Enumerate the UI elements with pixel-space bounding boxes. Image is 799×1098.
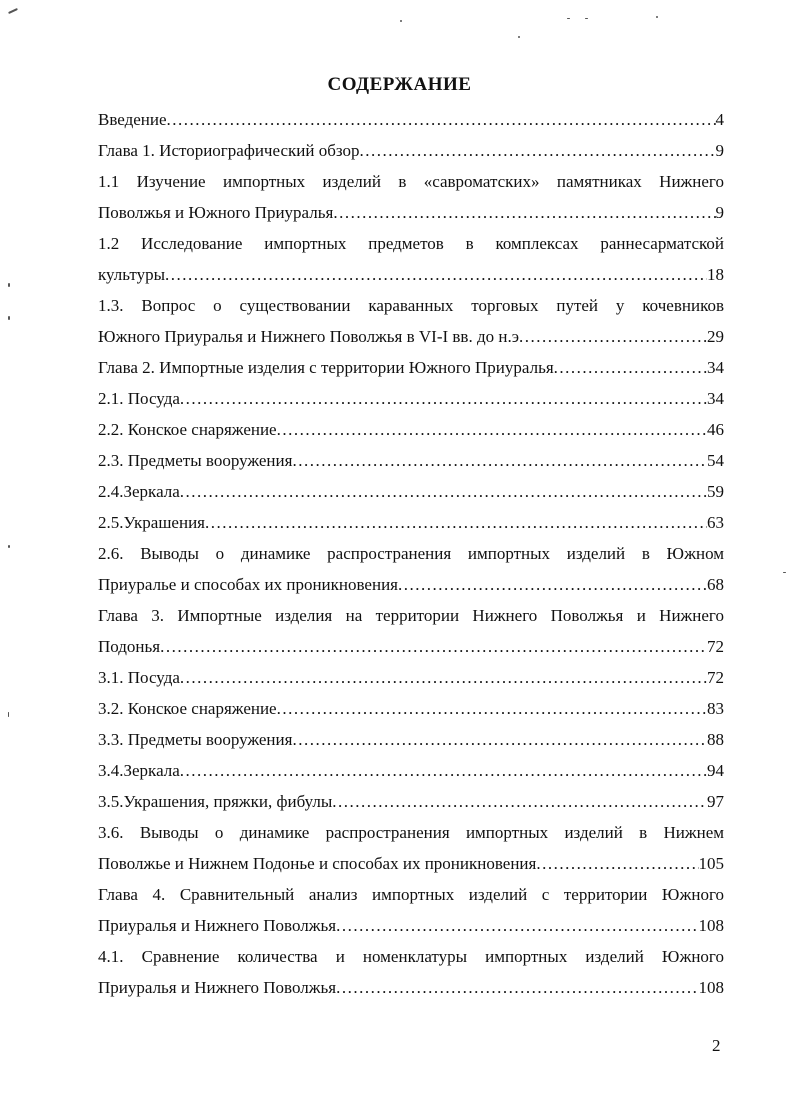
toc-entry-page: 83 [707, 699, 724, 718]
toc-entry [98, 383, 724, 414]
scan-artifact [567, 18, 570, 19]
toc-entry-page: 97 [707, 792, 724, 811]
toc-entry-page: 54 [707, 451, 724, 470]
toc-entry-line: 1.3. Вопрос о существовании караванных торговых путей у кочевников [98, 296, 724, 315]
dot-leader [277, 414, 707, 445]
toc-entry [98, 197, 724, 228]
toc-entry [98, 507, 724, 538]
dot-leader [165, 259, 707, 290]
toc-entry-title: Глава 2. Импортные изделия с территории Южного Приуралья [98, 358, 554, 377]
dot-leader [180, 383, 707, 414]
dot-leader [359, 135, 715, 166]
dot-leader [180, 755, 707, 786]
toc-entry [98, 724, 724, 755]
scan-artifact [8, 8, 18, 14]
toc-entry-page: 108 [698, 978, 724, 997]
toc-entry-title: 3.5.Украшения, пряжки, фибулы [98, 792, 333, 811]
toc-entry-line: 3.6. Выводы о динамике распространения импортных изделий в Нижнем [98, 823, 724, 842]
scan-artifact [8, 545, 10, 548]
toc-entry-title: 2.3. Предметы вооружения [98, 451, 293, 470]
toc-entry-title: 3.3. Предметы вооружения [98, 730, 293, 749]
toc-entry-page: 72 [707, 637, 724, 656]
toc-entry-title: 2.5.Украшения [98, 513, 205, 532]
toc-entry-page: 29 [707, 327, 724, 346]
page-number: 2 [712, 1036, 721, 1055]
toc-entry [98, 259, 724, 290]
scan-artifact [8, 283, 10, 287]
scan-artifact [518, 36, 520, 38]
toc-entry-title: Поволжья и Южного Приуралья [98, 203, 334, 222]
toc-entry-line: 1.1 Изучение импортных изделий в «савроматских» памятниках Нижнего [98, 172, 724, 191]
toc-entry-title: 2.1. Посуда [98, 389, 180, 408]
toc-entry-page: 59 [707, 482, 724, 501]
toc-entry-title: Введение [98, 110, 167, 129]
toc-entry-title: Приуралья и Нижнего Поволжья [98, 978, 337, 997]
scan-artifact [656, 16, 658, 18]
scan-artifact [8, 712, 9, 717]
toc-entry-page: 105 [698, 854, 724, 873]
toc-entry [98, 910, 724, 941]
dot-leader [205, 507, 707, 538]
dot-leader [277, 693, 707, 724]
toc-entry-line: 1.2 Исследование импортных предметов в комплексах раннесарматской [98, 234, 724, 253]
toc-entry-title: Приуралья и Нижнего Поволжья [98, 916, 337, 935]
toc-entry [98, 848, 724, 879]
dot-leader [292, 724, 707, 755]
scan-artifact [8, 316, 10, 320]
toc-entry [98, 414, 724, 445]
toc-entry-title: Южного Приуралья и Нижнего Поволжья в VI-I вв. до н.э [98, 327, 520, 346]
toc-entry [98, 476, 724, 507]
dot-leader [292, 445, 707, 476]
toc-entry-page: 68 [707, 575, 724, 594]
toc-entry-page: 4 [715, 110, 724, 129]
dot-leader [167, 104, 716, 135]
toc-entry [98, 631, 724, 662]
toc-entry [98, 693, 724, 724]
table-of-contents [98, 104, 724, 1003]
toc-entry [98, 786, 724, 817]
page-title: СОДЕРЖАНИЕ [327, 74, 472, 95]
toc-entry-title: 2.2. Конское снаряжение [98, 420, 277, 439]
scan-artifact [585, 18, 588, 19]
dot-leader [536, 848, 698, 879]
toc-entry [98, 569, 724, 600]
toc-entry-title: 3.4.Зеркала [98, 761, 180, 780]
dot-leader [519, 321, 707, 352]
dot-leader [336, 910, 698, 941]
toc-entry [98, 104, 724, 135]
toc-entry-line: Глава 3. Импортные изделия на территории Нижнего Поволжья и Нижнего [98, 606, 724, 625]
toc-entry [98, 321, 724, 352]
toc-entry-title: 3.1. Посуда [98, 668, 180, 687]
toc-entry [98, 972, 724, 1003]
toc-entry-title: Приуралье и способах их проникновения [98, 575, 398, 594]
toc-entry-page: 63 [707, 513, 724, 532]
toc-entry-page: 72 [707, 668, 724, 687]
toc-entry-title: Поволжье и Нижнем Подонье и способах их проникновения [98, 854, 537, 873]
toc-entry-page: 9 [715, 203, 724, 222]
toc-entry [98, 755, 724, 786]
toc-entry-title: 2.4.Зеркала [98, 482, 180, 501]
toc-entry-page: 94 [707, 761, 724, 780]
toc-entry [98, 445, 724, 476]
toc-entry-page: 34 [707, 389, 724, 408]
toc-entry-title: культуры [98, 265, 165, 284]
dot-leader [336, 972, 698, 1003]
toc-entry-line: 2.6. Выводы о динамике распространения импортных изделий в Южном [98, 544, 724, 563]
dot-leader [180, 476, 707, 507]
toc-entry-page: 88 [707, 730, 724, 749]
toc-entry-page: 108 [698, 916, 724, 935]
dot-leader [398, 569, 707, 600]
toc-entry-page: 34 [707, 358, 724, 377]
toc-entry [98, 352, 724, 383]
toc-entry-title: 3.2. Конское снаряжение [98, 699, 277, 718]
toc-entry-title: Подонья [98, 637, 161, 656]
toc-entry [98, 662, 724, 693]
dot-leader [332, 786, 707, 817]
toc-entry-line: 4.1. Сравнение количества и номенклатуры импортных изделий Южного [98, 947, 724, 966]
toc-entry-line: Глава 4. Сравнительный анализ импортных изделий с территории Южного [98, 885, 724, 904]
dot-leader [554, 352, 707, 383]
toc-entry [98, 135, 724, 166]
dot-leader [160, 631, 707, 662]
toc-entry-page: 46 [707, 420, 724, 439]
dot-leader [333, 197, 715, 228]
scan-artifact [783, 572, 786, 573]
dot-leader [180, 662, 707, 693]
toc-entry-title: Глава 1. Историографический обзор [98, 141, 360, 160]
toc-entry-page: 18 [707, 265, 724, 284]
scan-artifact [400, 20, 402, 22]
toc-entry-page: 9 [715, 141, 724, 160]
